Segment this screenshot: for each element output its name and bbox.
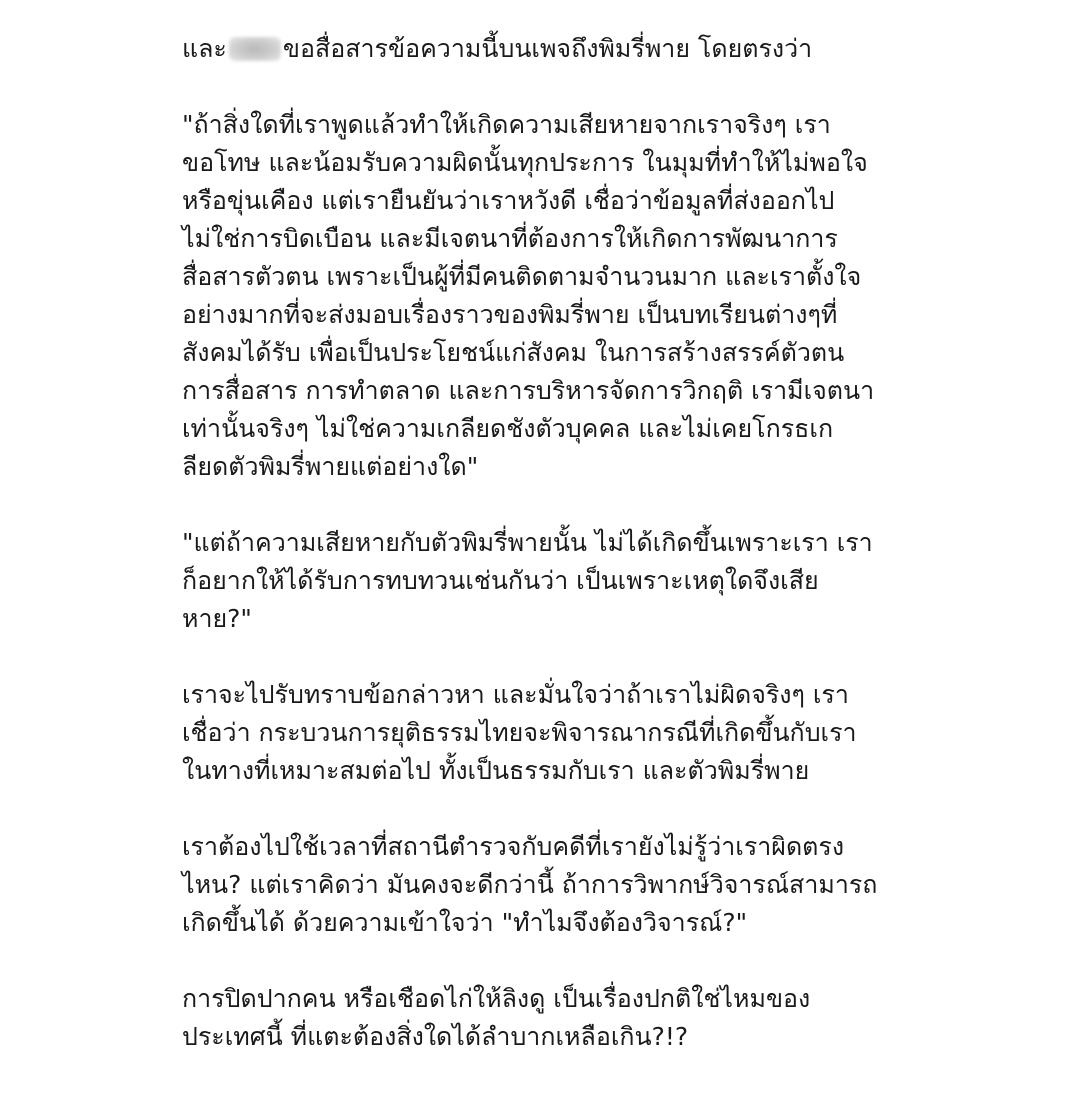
- paragraph-line: การสื่อสาร การทำตลาด และการบริหารจัดการวิกฤติ เรามีเจตนา: [182, 376, 875, 405]
- review-request-paragraph: [182, 524, 1042, 638]
- paragraph-line: เราจะไปรับทราบข้อกล่าวหา และมั่นใจว่าถ้าเราไม่ผิดจริงๆ เรา: [182, 680, 849, 709]
- paragraph-line: หาย?": [182, 604, 252, 633]
- paragraph-line: เท่านั้นจริงๆ ไม่ใช่ความเกลียดชังตัวบุคคล และไม่เคยโกรธเก: [182, 414, 834, 443]
- intro-paragraph: [182, 30, 1042, 68]
- blurred-name-redaction: [229, 37, 281, 61]
- apology-paragraph: [182, 106, 1042, 486]
- paragraph-line: เชื่อว่า กระบวนการยุติธรรมไทยจะพิจารณากรณีที่เกิดขึ้นกับเรา: [182, 718, 857, 747]
- paragraph-line: ขอโทษ และน้อมรับความผิดนั้นทุกประการ ในมุมที่ทำให้ไม่พอใจ: [182, 148, 868, 177]
- paragraph-line: อย่างมากที่จะส่งมอบเรื่องราวของพิมรี่พาย เป็นบทเรียนต่างๆที่: [182, 300, 838, 329]
- paragraph-line: ไหน? แต่เราคิดว่า มันคงจะดีกว่านี้ ถ้าการวิพากษ์วิจารณ์สามารถ: [182, 870, 878, 899]
- statement-text: [182, 30, 1042, 1094]
- paragraph-line: ในทางที่เหมาะสมต่อไป ทั้งเป็นธรรมกับเรา และตัวพิมรี่พาย: [182, 756, 810, 785]
- paragraph-line: สื่อสารตัวตน เพราะเป็นผู้ที่มีคนติดตามจำนวนมาก และเราตั้งใจ: [182, 262, 862, 291]
- intro-prefix: และ: [182, 34, 227, 63]
- intro-suffix: ขอสื่อสารข้อความนี้บนเพจถึงพิมรี่พาย โดยตรงว่า: [282, 34, 813, 63]
- police-station-paragraph: [182, 828, 1042, 942]
- paragraph-line: ก็อยากให้ได้รับการทบทวนเช่นกันว่า เป็นเพราะเหตุใดจึงเสีย: [182, 566, 819, 595]
- paragraph-line: เกิดขึ้นได้ ด้วยความเข้าใจว่า "ทำไมจึงต้องวิจารณ์?": [182, 908, 748, 937]
- paragraph-line: "ถ้าสิ่งใดที่เราพูดแล้วทำให้เกิดความเสียหายจากเราจริงๆ เรา: [182, 110, 831, 139]
- intro-line: [182, 30, 1042, 68]
- paragraph-line: ไม่ใช่การบิดเบือน และมีเจตนาที่ต้องการให้เกิดการพัฒนาการ: [182, 224, 838, 253]
- paragraph-line: ประเทศนี้ ที่แตะต้องสิ่งใดได้ลำบากเหลือเกิน?!?: [182, 1022, 689, 1051]
- paragraph-line: สังคมได้รับ เพื่อเป็นประโยชน์แก่สังคม ในการสร้างสรรค์ตัวตน: [182, 338, 845, 367]
- paragraph-line: ลียดตัวพิมรี่พายแต่อย่างใด": [182, 452, 479, 481]
- paragraph-line: การปิดปากคน หรือเชือดไก่ให้ลิงดู เป็นเรื่องปกติใช่ไหมของ: [182, 984, 811, 1013]
- justice-paragraph: [182, 676, 1042, 790]
- paragraph-line: หรือขุ่นเคือง แต่เรายืนยันว่าเราหวังดี เชื่อว่าข้อมูลที่ส่งออกไป: [182, 186, 835, 215]
- paragraph-line: "แต่ถ้าความเสียหายกับตัวพิมรี่พายนั้น ไม่ได้เกิดขึ้นเพราะเรา เรา: [182, 528, 873, 557]
- closing-paragraph: [182, 980, 1042, 1056]
- paragraph-line: เราต้องไปใช้เวลาที่สถานีตำรวจกับคดีที่เรายังไม่รู้ว่าเราผิดตรง: [182, 832, 845, 861]
